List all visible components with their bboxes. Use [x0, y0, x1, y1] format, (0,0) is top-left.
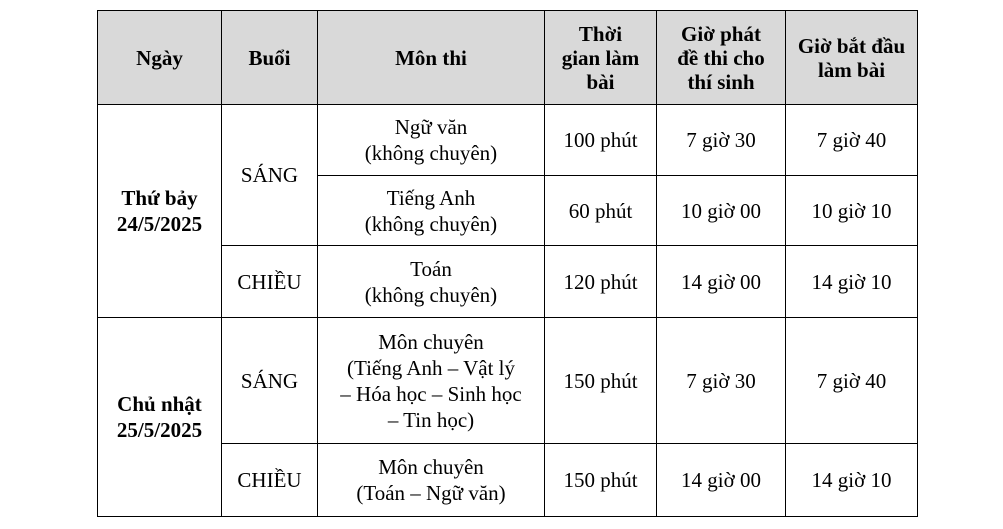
header-thoi-gian-line: bài — [586, 69, 615, 94]
subject-line: (không chuyên) — [364, 211, 498, 236]
subject-line: Tiếng Anh — [386, 185, 476, 210]
day-date: 24/5/2025 — [116, 212, 203, 236]
start-time-cell: 14 giờ 10 — [786, 246, 918, 318]
header-thoi-gian-line: gian làm — [561, 45, 640, 70]
header-gio-phat-de-line: thí sinh — [687, 69, 755, 94]
subject-line: (không chuyên) — [364, 141, 498, 165]
subject-line: Môn chuyên — [378, 455, 484, 479]
duration-cell: 150 phút — [545, 444, 657, 517]
session-cell: CHIỀU — [222, 444, 318, 517]
subject-line: (Toán – Ngữ văn) — [356, 481, 506, 505]
duration-cell: 150 phút — [545, 318, 657, 444]
duration-cell: 100 phút — [545, 105, 657, 176]
subject-cell — [318, 246, 545, 318]
day-name: Thứ bảy — [121, 186, 198, 210]
start-time-cell: 10 giờ 10 — [786, 176, 918, 246]
subject-line: – Tin học) — [387, 407, 475, 432]
duration-cell: 60 phút — [545, 176, 657, 246]
subject-cell — [318, 318, 545, 444]
header-gio-bat-dau-line: Giờ bắt đầu — [797, 33, 906, 58]
header-mon-thi: Môn thi — [318, 11, 545, 105]
start-time-cell: 7 giờ 40 — [786, 105, 918, 176]
subject-line: Toán — [410, 256, 452, 281]
header-gio-phat-de-line: đề thi cho — [677, 45, 765, 70]
day-cell — [98, 105, 222, 318]
distribute-time-cell: 10 giờ 00 — [657, 176, 786, 246]
subject-line: (không chuyên) — [364, 282, 498, 307]
table-row — [98, 318, 918, 444]
header-thoi-gian — [545, 11, 657, 105]
subject-cell — [318, 176, 545, 246]
header-ngay: Ngày — [98, 11, 222, 105]
duration-cell: 120 phút — [545, 246, 657, 318]
session-cell: SÁNG — [222, 318, 318, 444]
header-buoi: Buổi — [222, 11, 318, 105]
header-gio-bat-dau-line: làm bài — [817, 57, 886, 82]
day-name: Chủ nhật — [117, 392, 202, 416]
table-row — [98, 105, 918, 176]
header-thoi-gian-line: Thời — [578, 21, 623, 46]
subject-line: Ngữ văn — [394, 115, 468, 139]
exam-schedule-table — [97, 10, 918, 517]
subject-cell — [318, 444, 545, 517]
session-cell: CHIỀU — [222, 246, 318, 318]
start-time-cell: 7 giờ 40 — [786, 318, 918, 444]
subject-cell — [318, 105, 545, 176]
distribute-time-cell: 14 giờ 00 — [657, 444, 786, 517]
distribute-time-cell: 7 giờ 30 — [657, 105, 786, 176]
start-time-cell: 14 giờ 10 — [786, 444, 918, 517]
subject-line: – Hóa học – Sinh học — [340, 381, 522, 406]
distribute-time-cell: 14 giờ 00 — [657, 246, 786, 318]
header-gio-bat-dau — [786, 11, 918, 105]
distribute-time-cell: 7 giờ 30 — [657, 318, 786, 444]
header-gio-phat-de — [657, 11, 786, 105]
session-cell: SÁNG — [222, 105, 318, 246]
subject-line: (Tiếng Anh – Vật lý — [346, 355, 516, 380]
subject-line: Môn chuyên — [378, 329, 484, 354]
day-date: 25/5/2025 — [116, 418, 203, 442]
header-gio-phat-de-line: Giờ phát — [681, 21, 761, 46]
header-row — [98, 11, 918, 105]
day-cell — [98, 318, 222, 517]
